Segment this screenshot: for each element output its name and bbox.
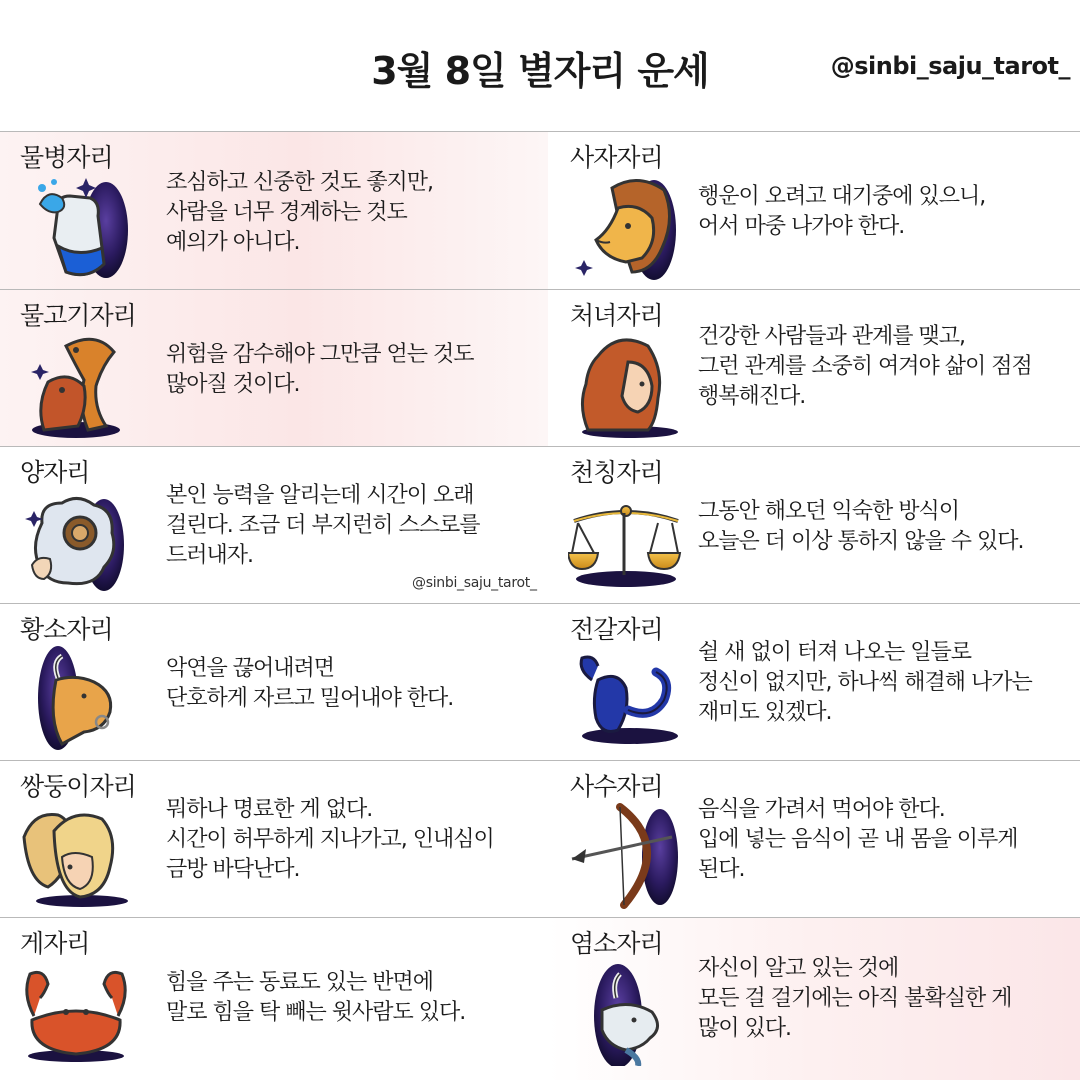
fortune-text: 쉴 새 없이 터져 나오는 일들로 정신이 없지만, 하나씩 해결해 나가는 재미도 있겠다. [698,640,1032,725]
aquarius-water-jar-icon [18,168,134,280]
fortune-text: 본인 능력을 알리는데 시간이 오래 걸린다. 조금 더 부지런히 스스로를 드러내자. [166,483,480,568]
horoscope-row [0,604,1080,761]
scorpio-scorpion-icon [568,640,684,752]
sign-card-aquarius [0,132,548,289]
fortune-text: 그동안 해오던 익숙한 방식이 오늘은 더 이상 통하지 않을 수 있다. [698,499,1024,554]
page-title: 3월 8일 별자리 운세 [371,49,709,93]
gemini-twins-icon [18,797,134,909]
horoscope-row [0,447,1080,604]
fortune-text: 힘을 주는 동료도 있는 반면에 말로 힘을 탁 빼는 윗사람도 있다. [166,970,466,1025]
header [0,0,1080,132]
taurus-bull-icon [18,640,134,752]
watermark: @sinbi_saju_tarot_ [412,575,537,591]
libra-scales-icon [568,483,684,595]
horoscope-row [0,290,1080,447]
account-handle[interactable]: @sinbi_saju_tarot_ [830,52,1070,80]
sign-card-libra [548,447,1080,603]
fortune-text: 행운이 오려고 대기중에 있으니, 어서 마중 나가야 한다. [698,184,986,239]
sign-name: 게자리 [20,929,90,958]
sign-name: 사수자리 [570,772,663,801]
sign-card-sagittarius [548,761,1080,917]
sign-card-aries [0,447,548,603]
fortune-text: 건강한 사람들과 관계를 맺고, 그런 관계를 소중히 여겨야 삶이 점점 행복해진다. [698,324,1032,409]
sign-name: 양자리 [20,458,90,487]
sign-name: 쌍둥이자리 [20,772,136,801]
sagittarius-bow-icon [568,797,684,909]
sign-card-scorpio [548,604,1080,760]
sign-card-gemini [0,761,548,917]
sign-name: 물병자리 [20,143,113,172]
sign-name: 황소자리 [20,615,113,644]
cancer-crab-icon [18,954,134,1066]
sign-card-capricorn [548,918,1080,1080]
pisces-fish-icon [18,326,134,438]
sign-name: 처녀자리 [570,301,663,330]
fortune-text: 조심하고 신중한 것도 좋지만, 사람을 너무 경계하는 것도 예의가 아니다. [166,170,433,255]
sign-name: 전갈자리 [570,615,663,644]
sign-card-pisces [0,290,548,446]
aries-ram-icon [18,483,134,595]
sign-name: 물고기자리 [20,301,136,330]
horoscope-row [0,761,1080,918]
fortune-text: 뭐하나 명료한 게 없다. 시간이 허무하게 지나가고, 인내심이 금방 바닥난다. [166,797,494,882]
virgo-maiden-icon [568,326,684,438]
fortune-text: 음식을 가려서 먹어야 한다. 입에 넣는 음식이 곧 내 몸을 이루게 된다. [698,797,1018,882]
sign-name: 염소자리 [570,929,663,958]
fortune-text: 위험을 감수해야 그만큼 얻는 것도 많아질 것이다. [166,342,474,397]
sign-card-virgo [548,290,1080,446]
leo-lion-icon [568,168,684,280]
horoscope-grid [0,132,1080,1080]
sign-name: 사자자리 [570,143,663,172]
horoscope-row [0,918,1080,1080]
sign-card-leo [548,132,1080,289]
sign-name: 천칭자리 [570,458,663,487]
fortune-text: 자신이 알고 있는 것에 모든 걸 걸기에는 아직 불확실한 게 많이 있다. [698,956,1012,1041]
sign-card-cancer [0,918,548,1080]
horoscope-row [0,132,1080,290]
fortune-text: 악연을 끊어내려면 단호하게 자르고 밀어내야 한다. [166,656,454,711]
sign-card-taurus [0,604,548,760]
capricorn-goat-icon [568,954,684,1066]
